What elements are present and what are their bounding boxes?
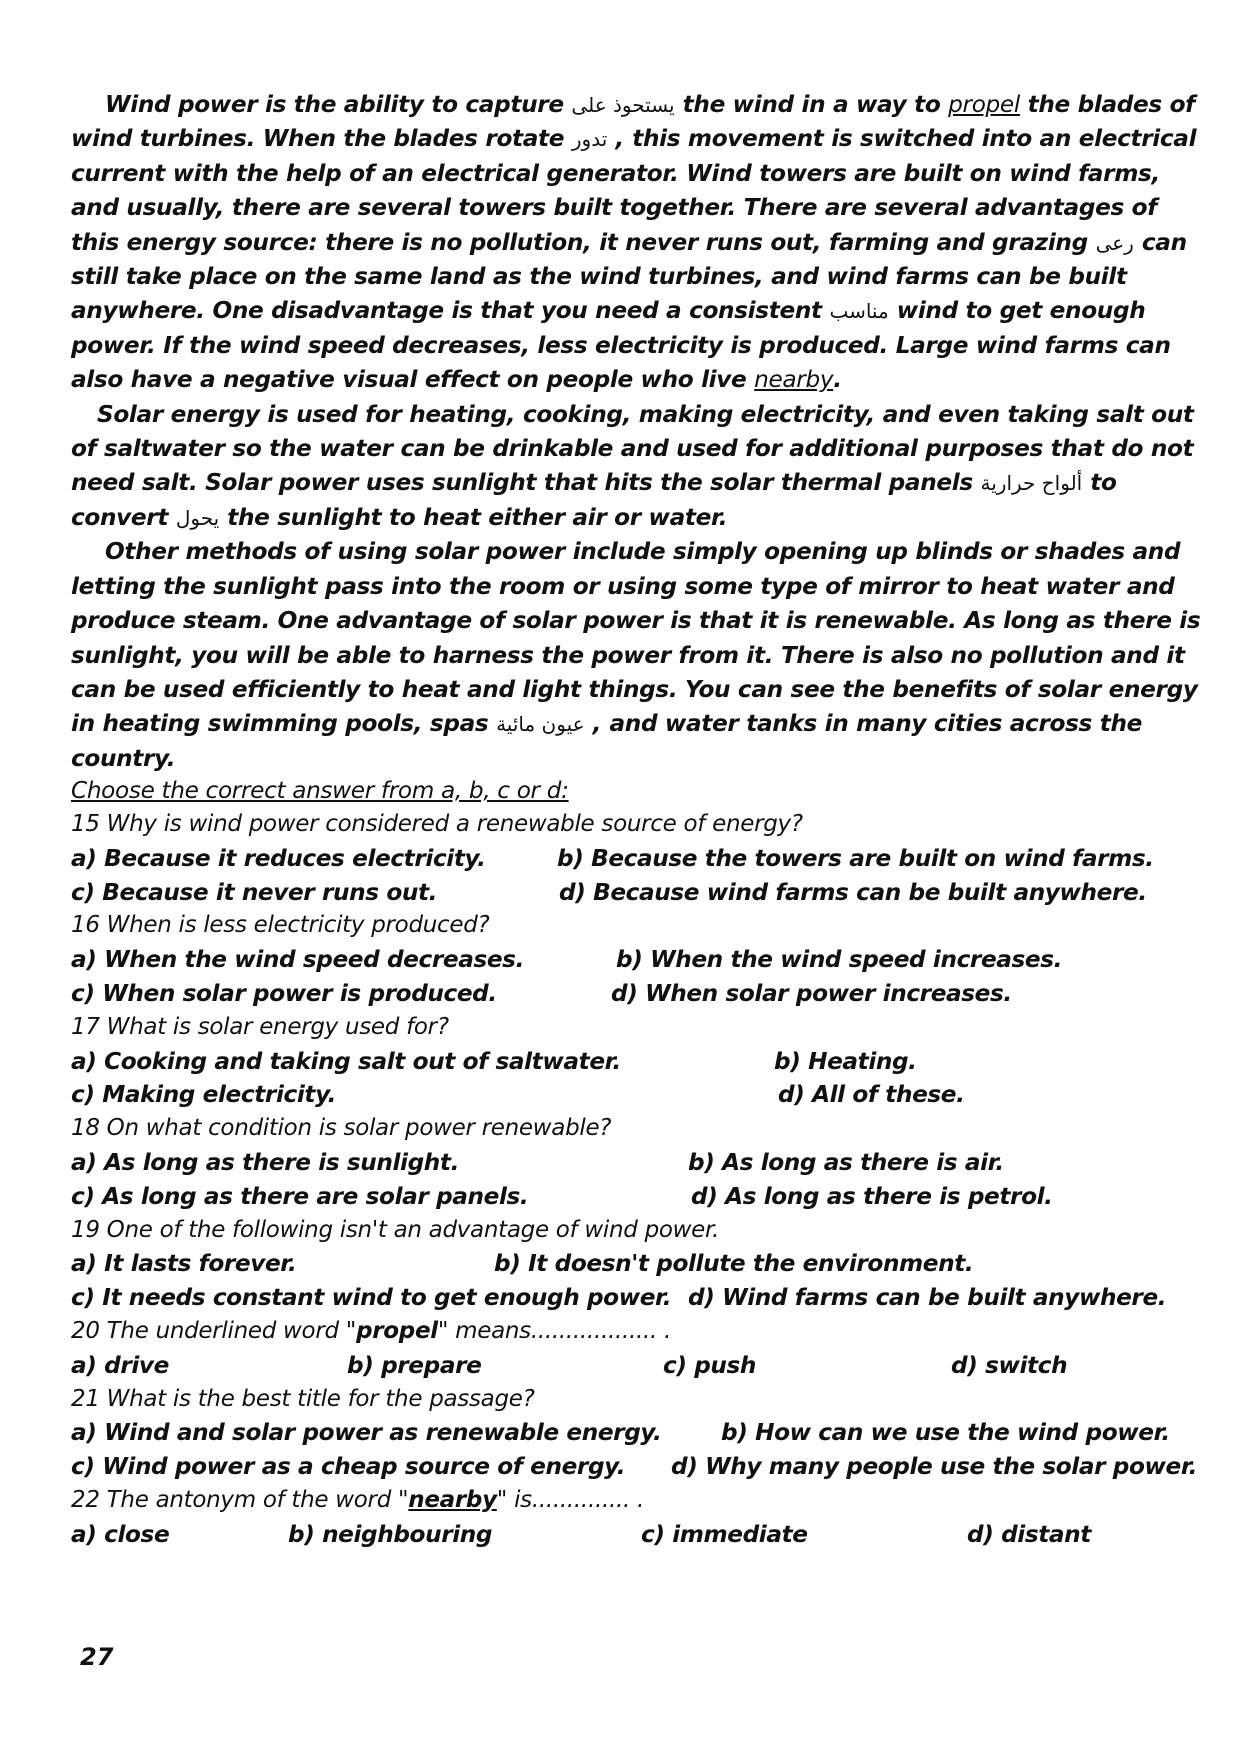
option-a[interactable]: a) Because it reduces electricity. — [71, 844, 486, 872]
options-row — [71, 943, 1221, 977]
option-d[interactable]: d) All of these. — [778, 1081, 965, 1109]
options-row — [71, 1281, 1221, 1315]
option-c[interactable]: c) As long as there are solar panels. — [71, 1182, 529, 1210]
options-row — [71, 1450, 1221, 1484]
options-row — [71, 1349, 1221, 1383]
options-row — [71, 876, 1221, 910]
option-c[interactable]: c) Because it never runs out. — [71, 878, 438, 906]
question-text: 17 What is solar energy used for? — [71, 1013, 449, 1040]
option-b[interactable]: b) neighbouring — [288, 1520, 493, 1548]
arabic-gloss-grazing: رعى — [1095, 230, 1134, 255]
options-row — [71, 977, 1221, 1011]
question-text: 16 When is less electricity produced? — [71, 912, 490, 939]
option-a[interactable]: a) close — [71, 1520, 170, 1548]
passage-text: the blades of wind turbines. When the blades rotate — [71, 91, 1195, 153]
options-row — [71, 1045, 1221, 1079]
arabic-gloss-rotate: تدور — [571, 127, 608, 152]
arabic-gloss-capture: يستحوذ على — [571, 93, 675, 117]
option-d[interactable]: d) When solar power increases. — [611, 979, 1012, 1007]
options-row — [71, 1416, 1221, 1450]
arabic-gloss-panels: ألواح حرارية — [980, 471, 1083, 496]
option-c[interactable]: c) push — [663, 1351, 757, 1379]
option-a[interactable]: a) Wind and solar power as renewable energy. — [71, 1419, 662, 1447]
passage-text: Other methods of using solar power include simply opening up blinds or shades and letting the sunlight pass into the room or using some type of mirror to heat water and produce steam. One advantage of solar power is that it is renewable. As long as there is sunlight, you will be able to harness the power from it. There is also no pollution and it can be used efficiently to heat and light things. You can see the benefits of solar energy in heating swimming pools, spas — [71, 538, 1201, 738]
passage-paragraph-solar — [71, 398, 1201, 536]
passage-text: . — [833, 366, 842, 394]
underlined-word-propel: propel — [948, 91, 1020, 118]
option-b[interactable]: b) As long as there is air. — [688, 1148, 1004, 1176]
option-c[interactable]: c) immediate — [641, 1520, 808, 1548]
passage-text: , this movement is switched into an electrical current with the help of an electrical generator. Wind towers are built on wind farms, and usually, there are several towers built together. There are several advantages of this energy source: there is no pollution, it never runs out, farming and grazing — [71, 125, 1197, 256]
question-text: 15 Why is wind power considered a renewable source of energy? — [71, 811, 803, 837]
question-text: 21 What is the best title for the passage? — [71, 1385, 535, 1412]
passage-text: , and water tanks in many cities across the country. — [71, 710, 1143, 772]
option-d[interactable]: d) Why many people use the solar power. — [671, 1453, 1197, 1481]
option-c[interactable]: c) Making electricity. — [71, 1081, 337, 1109]
options-row — [71, 842, 1221, 876]
option-b[interactable]: b) It doesn't pollute the environment. — [494, 1250, 974, 1278]
question-list — [71, 808, 1221, 1552]
question-text: 18 On what condition is solar power renewable? — [71, 1115, 612, 1142]
passage-text: Solar energy is used for heating, cooking, making electricity, and even taking salt out of saltwater so the water can be drinkable and used for additional purposes that do not need salt. Solar power uses sunlight that hits the solar thermal panels — [71, 400, 1194, 497]
option-b[interactable]: b) prepare — [347, 1351, 482, 1379]
option-a[interactable]: a) When the wind speed decreases. — [71, 946, 524, 974]
option-d[interactable]: d) Wind farms can be built anywhere. — [688, 1284, 1167, 1312]
question-text-post: " means.................. . — [437, 1317, 672, 1344]
reading-passage — [71, 88, 1201, 776]
option-b[interactable]: b) Heating. — [774, 1047, 917, 1075]
option-a[interactable]: a) It lasts forever. — [71, 1250, 297, 1278]
arabic-gloss-spas: عيون مائية — [496, 712, 585, 737]
passage-paragraph-methods — [71, 535, 1201, 776]
option-c[interactable]: c) It needs constant wind to get enough power. — [71, 1284, 672, 1312]
page-number: 27 — [80, 1643, 114, 1671]
option-d[interactable]: d) switch — [951, 1351, 1068, 1379]
option-d[interactable]: d) distant — [967, 1520, 1091, 1548]
arabic-gloss-consistent: مناسب — [829, 299, 889, 324]
passage-text: can still take place on the same land as the wind turbines, and wind farms can be built anywhere. One disadvantage is that you need a consistent — [71, 228, 1187, 325]
passage-text: to convert — [71, 469, 1117, 531]
question-text-pre: 20 The underlined word " — [71, 1317, 357, 1344]
passage-paragraph-wind — [71, 88, 1201, 398]
passage-text: wind to get enough power. If the wind speed decreases, less electricity is produced. Large wind farms can also have a negative visual effect on people who live — [71, 297, 1171, 394]
option-b[interactable]: b) Because the towers are built on wind farms. — [557, 844, 1154, 872]
underlined-word-nearby: nearby — [754, 366, 834, 394]
question-keyword-propel: propel — [356, 1317, 438, 1344]
question-text — [71, 1484, 1221, 1518]
options-row — [71, 1247, 1221, 1281]
option-a[interactable]: a) As long as there is sunlight. — [71, 1148, 459, 1176]
instruction-heading: Choose the correct answer from a, b, c or d: — [71, 777, 569, 804]
question-text-post: " is.............. . — [496, 1486, 645, 1513]
arabic-gloss-convert: يحول — [175, 505, 220, 530]
options-row — [71, 1078, 1221, 1112]
option-b[interactable]: b) When the wind speed increases. — [616, 946, 1063, 974]
options-row — [71, 1180, 1221, 1214]
option-c[interactable]: c) Wind power as a cheap source of energy. — [71, 1453, 626, 1481]
passage-text: the sunlight to heat either air or water. — [219, 503, 728, 531]
option-d[interactable]: d) Because wind farms can be built anywhere. — [559, 878, 1147, 906]
options-row — [71, 1146, 1221, 1180]
option-c[interactable]: c) When solar power is produced. — [71, 979, 497, 1007]
options-row — [71, 1518, 1221, 1552]
question-text-pre: 22 The antonym of the word " — [71, 1486, 409, 1513]
question-text: 19 One of the following isn't an advantage of wind power. — [71, 1216, 720, 1243]
option-b[interactable]: b) How can we use the wind power. — [721, 1419, 1170, 1447]
passage-text: Wind power is the ability to capture — [105, 91, 572, 118]
passage-text: the wind in a way to — [674, 91, 949, 118]
option-d[interactable]: d) As long as there is petrol. — [691, 1182, 1053, 1210]
question-keyword-nearby: nearby — [408, 1486, 497, 1513]
option-a[interactable]: a) drive — [71, 1351, 169, 1379]
question-text — [71, 1315, 1221, 1349]
option-a[interactable]: a) Cooking and taking salt out of saltwater. — [71, 1047, 621, 1075]
